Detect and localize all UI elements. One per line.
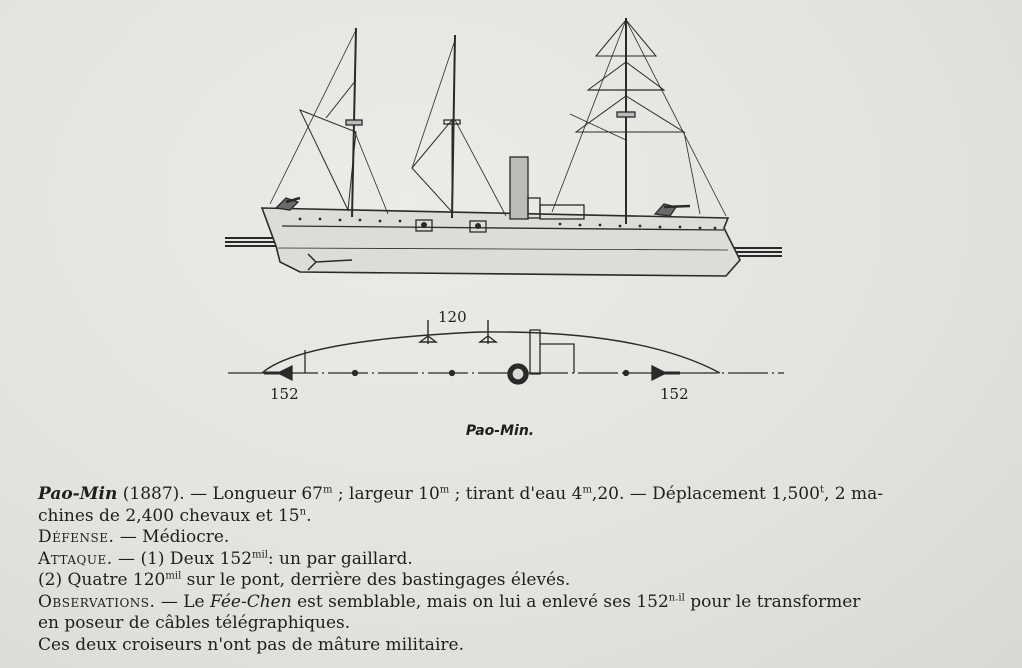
section-head-attaque: Attaque. [38, 548, 113, 569]
ship-name: Pao-Min [38, 484, 118, 504]
sup: t [819, 484, 824, 496]
text-span: , 2 ma- [823, 484, 883, 504]
sup: mil [165, 570, 182, 582]
text-span: sur le pont, derrière des bastingages élevés. [181, 570, 571, 590]
text-line-6 [38, 592, 988, 614]
sup: m [582, 484, 592, 496]
text-span: est semblable, mais on lui a enlevé ses 152 [291, 591, 669, 612]
ship-name-fee-chen: Fée-Chen [209, 591, 292, 612]
funnel [510, 157, 528, 219]
text-span: chines de 2,400 chevaux et 15 [38, 505, 300, 526]
text-line-1 [38, 484, 988, 506]
gun-label-152-left: 152 [270, 385, 299, 403]
text-span: : un par gaillard. [267, 548, 413, 569]
sup: mil [252, 548, 268, 560]
plan-view [228, 320, 784, 384]
gun-label-152-right: 152 [660, 385, 689, 403]
text-line-3 [38, 527, 988, 549]
text-span: (2) Quatre 120 [38, 570, 166, 590]
text-line-8: Ces deux croiseurs n'ont pas de mâture militaire. [38, 634, 464, 655]
sup: m [323, 484, 333, 496]
text-line-4 [38, 549, 988, 571]
sup: m [439, 484, 450, 496]
text-line-2 [38, 506, 988, 528]
text-line-7: en poseur de câbles télégraphiques. [38, 613, 351, 633]
text-span: — Médiocre. [114, 527, 230, 547]
figure-caption: Pao-Min. [465, 423, 535, 439]
text-span: (1887). — Longueur 67 [117, 484, 323, 504]
text-span: ,20. — Déplacement 1,500 [591, 484, 820, 504]
text-span: — (1) Deux 152 [112, 548, 253, 569]
text-span: — Le [155, 591, 210, 612]
hull [262, 208, 740, 276]
body-text [38, 484, 988, 656]
sup: n [299, 505, 307, 517]
gun-label-120: 120 [438, 308, 467, 326]
text-span: ; tirant d'eau 4 [449, 484, 583, 504]
text-span: . [306, 505, 312, 526]
text-line-5 [38, 570, 988, 592]
text-span: ; largeur 10 [332, 484, 440, 504]
section-head-observations: Observations. [38, 591, 156, 612]
section-head-defense: Défense. [38, 527, 115, 547]
text-span: pour le transformer [684, 591, 861, 612]
sup: n.il [668, 591, 685, 603]
